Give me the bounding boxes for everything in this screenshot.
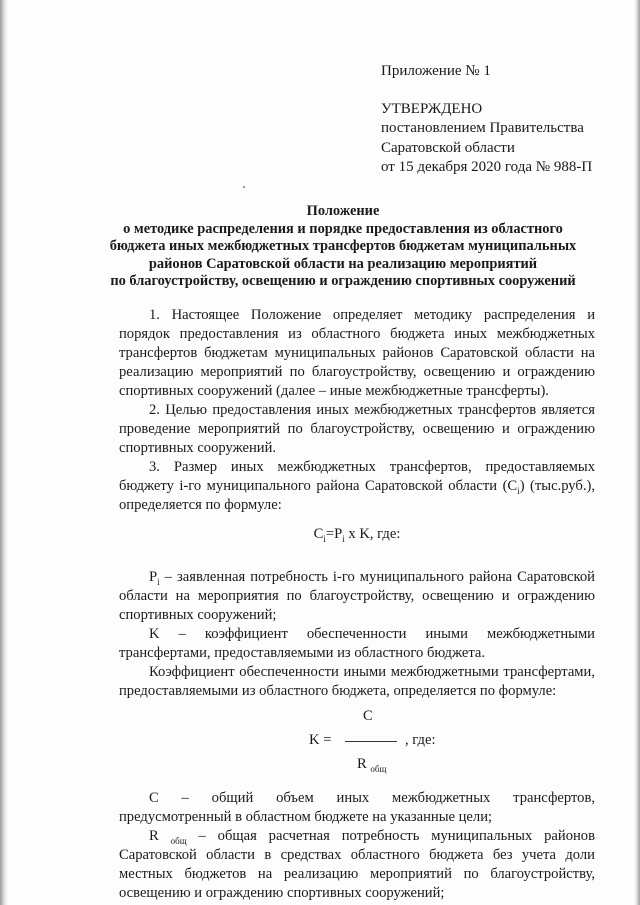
scan-edge-left [0, 0, 8, 905]
title-line-3: бюджета иных межбюджетных трансфертов бюджетам муниципальных [109, 238, 577, 254]
title-line-4: районов Саратовской области на реализацию мероприятий [148, 255, 538, 272]
definition-c: C – общий объем иных межбюджетных трансфертов, предусмотренный в областном бюджете на указанные цели; [119, 790, 595, 825]
title-line-2: о методике распределения и порядке предоставления из областного [123, 220, 563, 237]
title-line-5: по благоустройству, освещению и ограждению спортивных сооружений [110, 273, 576, 289]
approval-block [381, 62, 621, 178]
approval-line-3: от 15 декабря 2020 года № 988-П [381, 159, 593, 175]
scan-speck [243, 186, 245, 188]
formula-2-denominator: R $_{общ}$ [357, 756, 387, 774]
document-body [119, 306, 595, 903]
formula-2 [119, 707, 595, 779]
scan-edge-right [634, 0, 640, 905]
fraction-bar [345, 741, 397, 742]
approval-line-2: Саратовской области [381, 139, 515, 156]
definition-k: K – коэффициент обеспеченности иными межбюджетными трансфертами, предоставляемыми из областного бюджета. [119, 626, 595, 661]
paragraph-1: 1. Настоящее Положение определяет методику распределения и порядок предоставления из областного бюджета иных межбюджетных трансфертов бюджетам муниципальных районов Саратовской области на реализацию мероприятий по благоустройству, освещению и ограждению спортивных сооружений (далее – иные межбюджетные трансферты). [119, 307, 595, 399]
formula-1: $C_i=P_i$ x K, где: [313, 526, 401, 544]
approved-label: УТВЕРЖДЕНО [381, 100, 483, 117]
title-line-1: Положение [306, 203, 380, 219]
annex-label: Приложение № 1 [381, 63, 491, 79]
definition-r: R $_{общ}$ – общая расчетная потребность муниципальных районов Саратовской области в средствах областного бюджета без учета доли местных бюджетов на реализацию мероприятий по благоустройству, освещению и ограждению спортивных сооружений; [119, 828, 595, 901]
definition-p: $P_i$ – заявленная потребность i-го муниципального района Саратовской области на мероприятия по благоустройству, освещению и ограждению спортивных сооружений; [119, 569, 595, 623]
formula-2-tail: , где: [405, 732, 436, 748]
paragraph-3: 3. Размер иных межбюджетных трансфертов, предоставляемых бюджету i-го муниципального района Саратовской области $(C_i)$ (тыс.руб.), определяется по формуле: [119, 459, 595, 513]
paragraph-4: Коэффициент обеспеченности иными межбюджетными трансфертами, предоставляемыми из областного бюджета, определяется по формуле: [119, 664, 595, 699]
paragraph-2: 2. Целью предоставления иных межбюджетных трансфертов является проведение мероприятий по благоустройству, освещению и ограждению спортивных сооружений. [119, 402, 595, 456]
document-title [80, 203, 606, 291]
formula-2-lhs: K = [309, 732, 332, 748]
formula-2-numerator: C [363, 708, 373, 724]
approval-line-1: постановлением Правительства [381, 120, 584, 136]
